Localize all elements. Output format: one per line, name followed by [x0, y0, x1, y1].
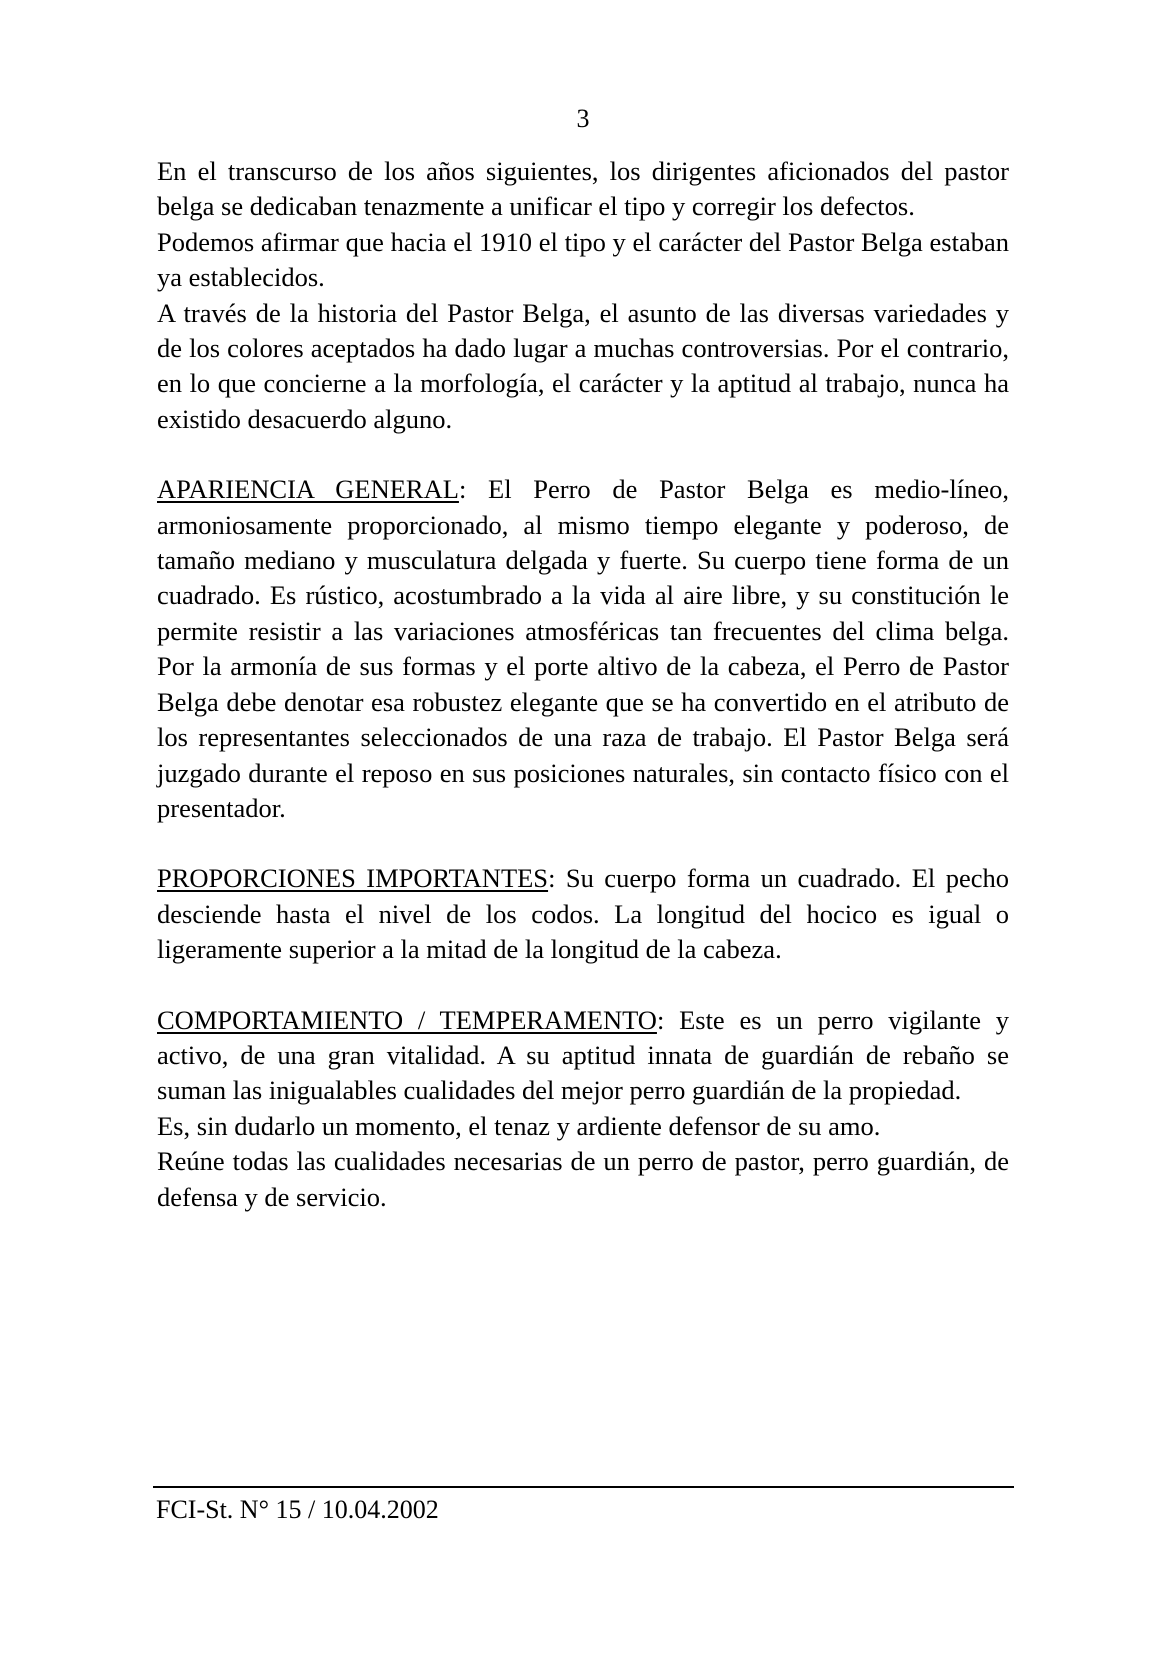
document-body — [157, 154, 1009, 1215]
proporciones-text: : Su cuerpo forma un cuadrado. El pecho desciende hasta el nivel de los codos. La longitud del hocico es igual o ligeramente superior a la mitad de la longitud de la cabeza. — [157, 863, 1009, 965]
comportamiento-section — [157, 1003, 1009, 1109]
proporciones-section — [157, 861, 1009, 967]
paragraph-gap — [157, 826, 1009, 861]
paragraph-gap — [157, 968, 1009, 1003]
comportamiento-paragraph-3: Reúne todas las cualidades necesarias de un perro de pastor, perro guardián, de defensa y de servicio. — [157, 1146, 1009, 1212]
history-paragraph-3: A través de la historia del Pastor Belga, el asunto de las diversas variedades y de los colores aceptados ha dado lugar a muchas controversias. Por el contrario, en lo que concierne a la morfología, el carácter y la aptitud al trabajo, nunca ha existido desacuerdo alguno. — [157, 297, 1009, 434]
apariencia-text: : El Perro de Pastor Belga es medio-líneo, armoniosamente proporcionado, al mismo tiempo elegante y poderoso, de tamaño mediano y musculatura delgada y fuerte. Su cuerpo tiene forma de un cuadrado. Es rústico, acostumbrado a la vida al aire libre, y su constitución le permite resistir a las variaciones atmosféricas tan frecuentes del clima belga. Por la armonía de sus formas y el porte altivo de la cabeza, el Perro de Pastor Belga debe denotar esa robustez elegante que se ha convertido en el atributo de los representantes seleccionados de una raza de trabajo. El Pastor Belga será juzgado durante el reposo en sus posiciones naturales, sin contacto físico con el presentador. — [157, 474, 1009, 823]
paragraph-gap — [157, 437, 1009, 472]
footer-reference: FCI-St. N° 15 / 10.04.2002 — [156, 1495, 439, 1524]
history-paragraph-2: Podemos afirmar que hacia el 1910 el tipo y el carácter del Pastor Belga estaban ya establecidos. — [157, 226, 1009, 293]
apariencia-section — [157, 472, 1009, 826]
proporciones-heading: PROPORCIONES IMPORTANTES — [157, 863, 549, 894]
comportamiento-heading: COMPORTAMIENTO / TEMPERAMENTO — [157, 1004, 657, 1035]
comportamiento-text: : Este es un perro vigilante y activo, de una gran vitalidad. A su aptitud innata de guardián de rebaño se suman las inigualables cualidades del mejor perro guardián de la propiedad. — [157, 1004, 1010, 1106]
apariencia-heading: APARIENCIA GENERAL — [157, 474, 459, 505]
page-number: 3 — [576, 104, 590, 133]
history-paragraph-1: En el transcurso de los años siguientes, los dirigentes aficionados del pastor belga se dedicaban tenazmente a unificar el tipo y corregir los defectos. — [157, 156, 1009, 222]
comportamiento-paragraph-2: Es, sin dudarlo un momento, el tenaz y ardiente defensor de su amo. — [157, 1110, 881, 1141]
footer-divider — [153, 1486, 1014, 1488]
